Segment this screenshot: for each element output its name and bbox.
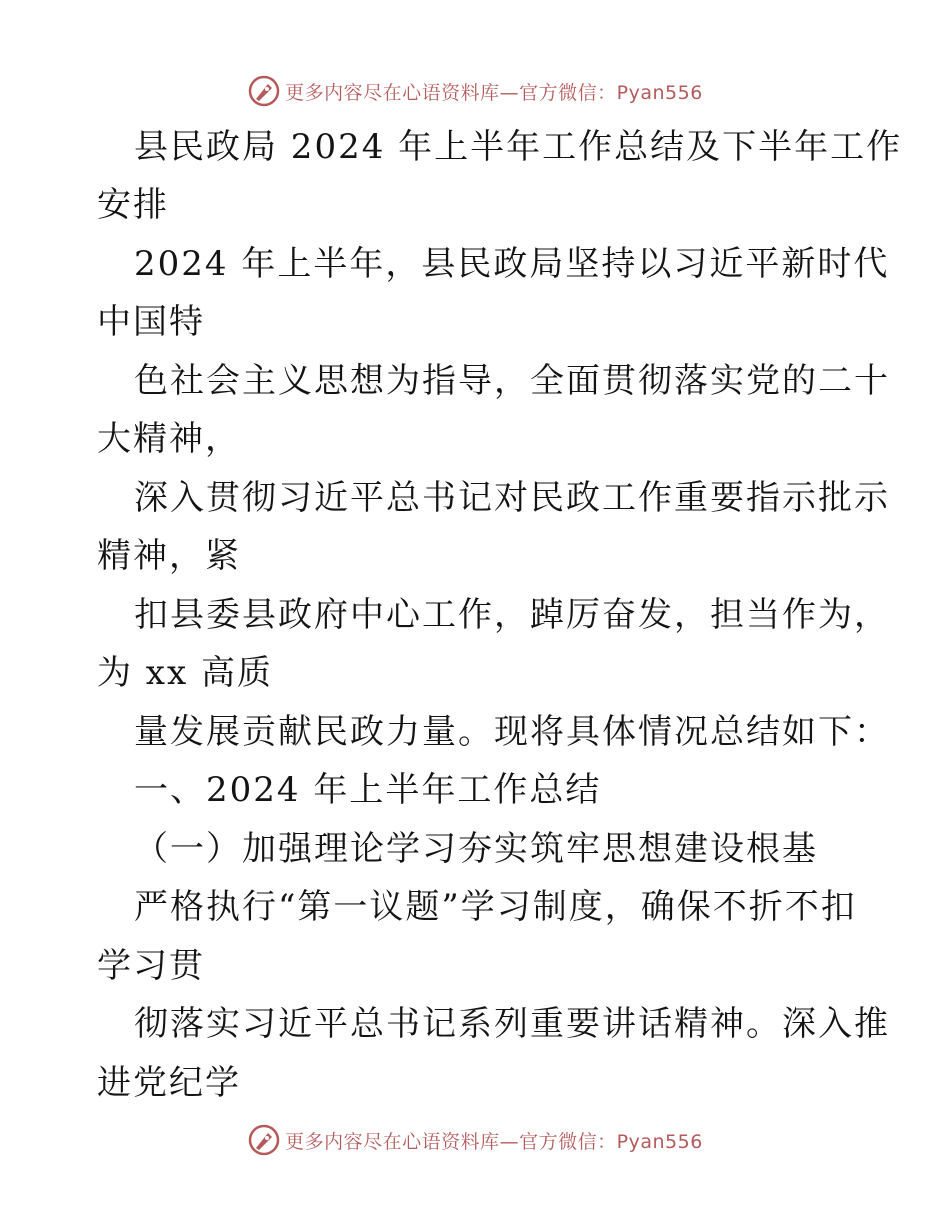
paragraph-line: 精神，紧 (97, 536, 241, 576)
watermark-text: 更多内容尽在心语资料库—官方微信：Pyan556 (285, 1130, 703, 1153)
watermark-text: 更多内容尽在心语资料库—官方微信：Pyan556 (285, 81, 703, 104)
paragraph-line: 学习贯 (97, 946, 205, 986)
paragraph-line: 中国特 (97, 302, 205, 342)
paragraph-line: 进党纪学 (97, 1063, 241, 1103)
paragraph-line: 扣县委县政府中心工作，踔厉奋发，担当作为， (134, 595, 890, 635)
paragraph-line: 大精神， (97, 419, 241, 459)
pen-nib-logo-icon (247, 74, 281, 108)
subsection-heading: （一）加强理论学习夯实筑牢思想建设根基 (134, 829, 818, 869)
header-watermark (0, 71, 950, 111)
title-line-1: 县民政局 2024 年上半年工作总结及下半年工作 (134, 127, 903, 167)
paragraph-line: 2024 年上半年，县民政局坚持以习近平新时代 (134, 244, 890, 284)
section-heading: 一、2024 年上半年工作总结 (134, 770, 602, 810)
paragraph-line: 彻落实习近平总书记系列重要讲话精神。深入推 (134, 1004, 890, 1044)
paragraph-line: 量发展贡献民政力量。现将具体情况总结如下： (134, 712, 890, 752)
footer-watermark (0, 1120, 950, 1160)
title-line-2: 安排 (97, 185, 169, 225)
paragraph-line: 为 xx 高质 (97, 653, 273, 693)
paragraph-line: 严格执行“第一议题”学习制度，确保不折不扣 (134, 887, 857, 927)
paragraph-line: 色社会主义思想为指导，全面贯彻落实党的二十 (134, 361, 890, 401)
pen-nib-logo-icon (247, 1123, 281, 1157)
paragraph-line: 深入贯彻习近平总书记对民政工作重要指示批示 (134, 478, 890, 518)
